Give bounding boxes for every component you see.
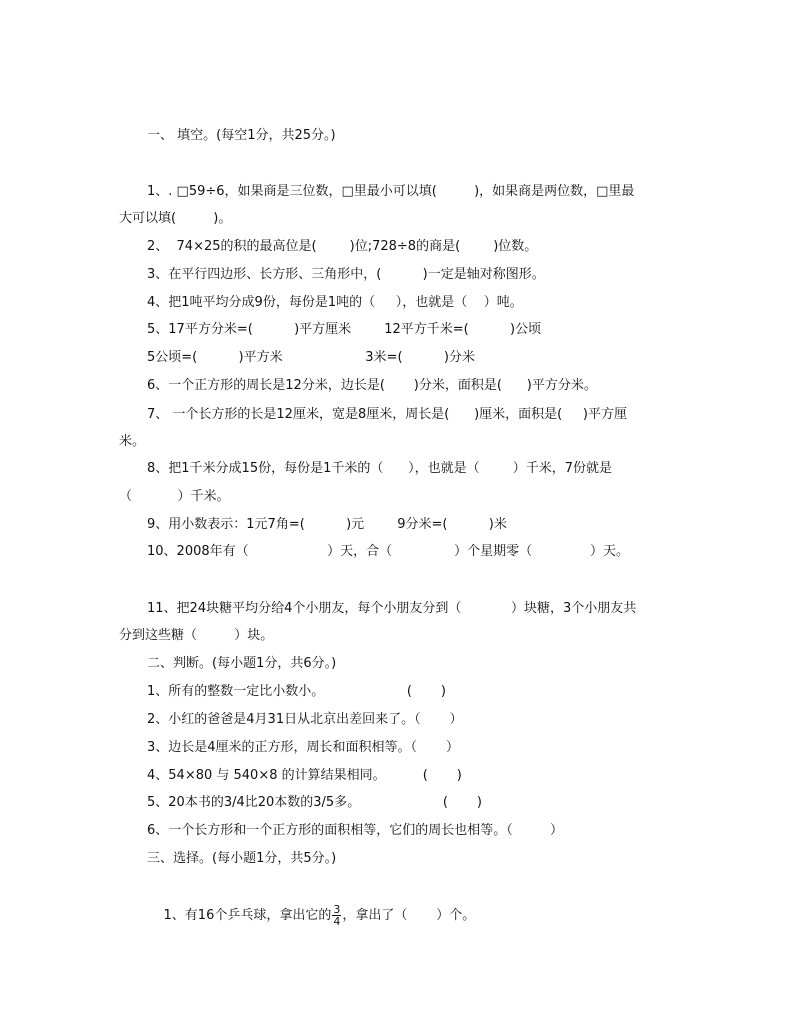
fraction-denominator: 4 <box>333 915 341 928</box>
q6: 6、一个正方形的周长是12分米，边长是( )分米，面积是( )平方分米。 <box>147 378 597 393</box>
judge-4: 4、54×80 与 540×8 的计算结果相同。 ( ) <box>147 768 462 783</box>
q2: 2、 74×25的积的最高位是( )位;728÷8的商是( )位数。 <box>147 239 538 254</box>
judge-6: 6、一个长方形和一个正方形的面积相等，它们的周长也相等。（ ） <box>147 823 563 838</box>
q1-line2: 大可以填( )。 <box>119 211 232 226</box>
choice-1-prefix: 1、有16个乒乓球，拿出它的 <box>163 908 332 923</box>
section2-heading: 二、判断。(每小题1分，共6分。) <box>147 656 337 671</box>
q7-line2: 米。 <box>119 434 146 449</box>
q8-line2: （ ）千米。 <box>119 489 230 504</box>
judge-5: 5、20本书的3/4比20本数的3/5多。 ( ) <box>147 795 482 810</box>
choice-1 <box>147 880 475 952</box>
q11-line1: 11、把24块糖平均分给4个小朋友，每个小朋友分到（ ）块糖，3个小朋友共 <box>147 601 637 616</box>
q5-line2: 5公顷=( )平方米 3米=( )分米 <box>147 350 475 365</box>
q7-line1: 7、 一个长方形的长是12厘米，宽是8厘米，周长是( )厘米，面积是( )平方厘 <box>147 407 627 422</box>
q10: 10、2008年有（ ）天，合（ ）个星期零（ ）天。 <box>147 544 629 559</box>
q1-line1: 1、. □59÷6，如果商是三位数，□里最小可以填( )，如果商是两位数，□里最 <box>147 184 635 199</box>
judge-2: 2、小红的爸爸是4月31日从北京出差回来了。（ ） <box>147 712 463 727</box>
q5-line1: 5、17平方分米=( )平方厘米 12平方千米=( )公顷 <box>147 322 542 337</box>
fraction-three-quarters <box>332 904 341 927</box>
q8-line1: 8、把1千米分成15份，每份是1千米的（ ），也就是（ ）千米，7份就是 <box>147 461 612 476</box>
choice-1-suffix: ，拿出了（ ）个。 <box>342 908 476 923</box>
q4: 4、把1吨平均分成9份，每份是1吨的（ ），也就是（ ）吨。 <box>147 295 523 310</box>
q9: 9、用小数表示：1元7角=( )元 9分米=( )米 <box>147 517 507 532</box>
section3-heading: 三、选择。(每小题1分，共5分。) <box>147 851 337 866</box>
q11-line2: 分到这些糖（ ）块。 <box>119 628 274 643</box>
judge-1: 1、所有的整数一定比小数小。 ( ) <box>147 684 446 699</box>
q3: 3、在平行四边形、长方形、三角形中，( )一定是轴对称图形。 <box>147 267 545 282</box>
fraction-numerator: 3 <box>333 903 341 916</box>
judge-3: 3、边长是4厘米的正方形，周长和面积相等。（ ） <box>147 740 459 755</box>
section1-heading: 一、 填空。(每空1分，共25分。) <box>147 128 336 143</box>
